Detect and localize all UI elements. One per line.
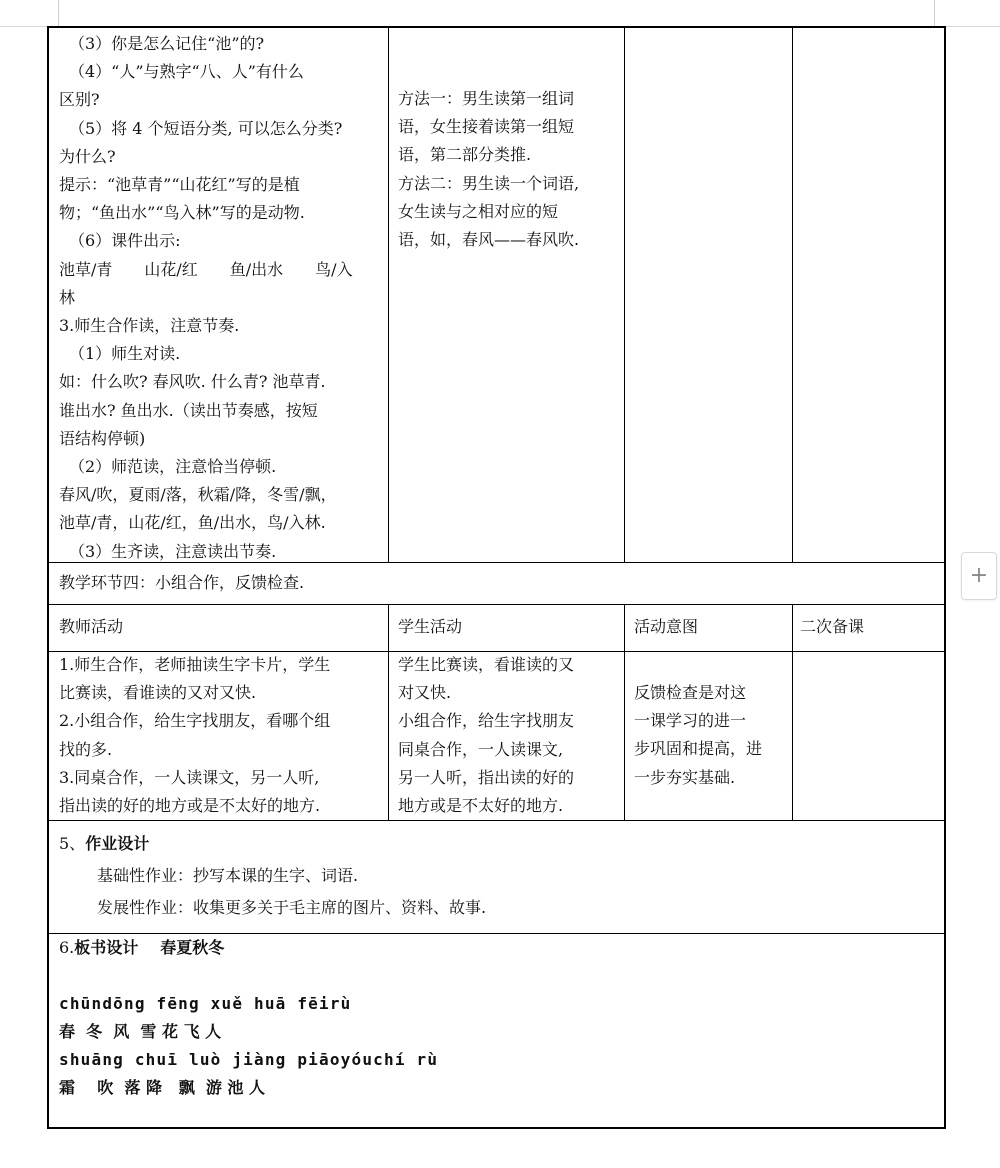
intent-line: 一步夯实基础.: [634, 767, 736, 787]
intent-line: 步巩固和提高，进: [634, 739, 763, 759]
homework-heading: [59, 828, 934, 860]
teacher-line: （3）生齐读，注意读出节奏.: [69, 541, 277, 561]
header-teacher-activity: [47, 604, 389, 652]
teacher-line: （5）将 4 个短语分类, 可以怎么分类?: [69, 118, 343, 138]
teacher-line: 为什么?: [59, 146, 116, 166]
teacher-line: （2）师范读，注意恰当停顿.: [69, 457, 277, 477]
add-row-button[interactable]: +: [961, 552, 997, 600]
intent-line: 反馈检查是对这: [634, 683, 747, 702]
board-pinyin-line-1: chūndōng fēng xuě huā fēirù: [59, 994, 352, 1013]
homework-developmental: 发展性作业：收集更多关于毛主席的图片、资料、故事.: [97, 898, 487, 917]
board-design-cell: [47, 933, 946, 1129]
teacher-line: 谁出水? 鱼出水.（读出节奏感，按短: [59, 400, 318, 420]
teacher-line: （3）你是怎么记住“池”的?: [69, 34, 265, 53]
teacher-line: 找的多.: [59, 739, 113, 759]
section4-title: 教学环节四：小组合作，反馈检查.: [59, 573, 305, 592]
top-student-cell: [388, 26, 625, 563]
teacher-line: 区别?: [59, 90, 100, 110]
top-intent-cell: [624, 26, 793, 563]
teacher-line: 提示：“池草青”“山花红”写的是植: [59, 175, 300, 195]
page-margin-guide-right: [934, 0, 935, 27]
board-hanzi-line-1: 春 冬 风 雪 花 飞 人: [59, 1022, 222, 1041]
teacher-line: 2.小组合作，给生字找朋友，看哪个组: [59, 711, 331, 731]
header-label: 学生活动: [398, 617, 463, 636]
teacher-line: 1.师生合作，老师抽读生字卡片，学生: [59, 655, 331, 674]
teacher-line: 林: [59, 287, 76, 307]
section4-teacher-cell: [47, 651, 389, 821]
homework-cell: [47, 820, 946, 934]
teacher-line: 池草/青 山花/红 鱼/出水 鸟/入: [59, 259, 353, 279]
teacher-line: 春风/吹，夏雨/落，秋霜/降，冬雪/飘，: [59, 485, 337, 505]
header-activity-intent: [624, 604, 793, 652]
top-prep-cell: [792, 26, 946, 563]
teacher-line: 比赛读，看谁读的又对又快.: [59, 683, 257, 703]
student-line: 语，如，春风——春风吹.: [398, 230, 580, 250]
teacher-line: 语结构停顿): [59, 428, 146, 448]
student-line: 语，第二部分类推.: [398, 145, 532, 165]
board-spacer: [59, 962, 934, 990]
teacher-line: 池草/青，山花/红，鱼/出水，鸟/入林.: [59, 513, 326, 533]
section4-title-cell: [47, 562, 946, 605]
intent-line: 一课学习的进一: [634, 711, 747, 731]
board-subtitle: 春夏秋冬: [160, 938, 225, 957]
student-line: 方法一：男生读第一组词: [398, 89, 575, 108]
student-line: 地方或是不太好的地方.: [398, 796, 564, 816]
student-line: 小组合作，给生字找朋友: [398, 711, 575, 731]
board-title: 板书设计: [74, 938, 139, 957]
student-line: 学生比赛读，看谁读的又: [398, 655, 575, 674]
teacher-line: 指出读的好的地方或是不太好的地方.: [59, 796, 321, 816]
student-line: 方法二：男生读一个词语,: [398, 173, 580, 193]
student-line: 同桌合作，一人读课文,: [398, 739, 564, 759]
homework-number: 5、: [59, 834, 86, 853]
student-line: 另一人听，指出读的好的: [398, 767, 575, 787]
teacher-line: 如：什么吹? 春风吹. 什么青? 池草青.: [59, 372, 326, 392]
homework-title: 作业设计: [85, 834, 150, 853]
teacher-line: 3.师生合作读，注意节奏.: [59, 316, 240, 336]
board-pinyin-line-2: shuāng chuī luò jiàng piāoyóuchí rù: [59, 1050, 439, 1069]
teacher-line: 3.同桌合作，一人读课文，另一人听,: [59, 767, 320, 787]
board-hanzi-line-2: 霜 吹 落 降 飘 游 池 人: [59, 1078, 265, 1097]
header-student-activity: [388, 604, 625, 652]
top-teacher-cell: [47, 26, 389, 563]
teacher-line: （4）“人”与熟字“八、人”有什么: [69, 62, 304, 82]
page-margin-guide-left: [58, 0, 59, 27]
teacher-line: 物；“鱼出水”“鸟入林”写的是动物.: [59, 203, 305, 223]
student-line: 语，女生接着读第一组短: [398, 117, 575, 137]
teacher-line: （1）师生对读.: [69, 344, 181, 364]
header-secondary-prep: [792, 604, 946, 652]
homework-basic: 基础性作业：抄写本课的生字、词语.: [97, 866, 359, 885]
header-label: 教师活动: [59, 617, 124, 636]
teacher-line: （6）课件出示:: [69, 231, 181, 251]
student-line: 对又快.: [398, 683, 452, 703]
section4-intent-cell: [624, 651, 793, 821]
section4-prep-cell: [792, 651, 946, 821]
header-label: 二次备课: [800, 617, 865, 636]
header-label: 活动意图: [634, 617, 699, 636]
board-number: 6.: [59, 938, 75, 957]
board-heading: [59, 933, 934, 962]
section4-student-cell: [388, 651, 625, 821]
student-line: 女生读与之相对应的短: [398, 201, 559, 221]
